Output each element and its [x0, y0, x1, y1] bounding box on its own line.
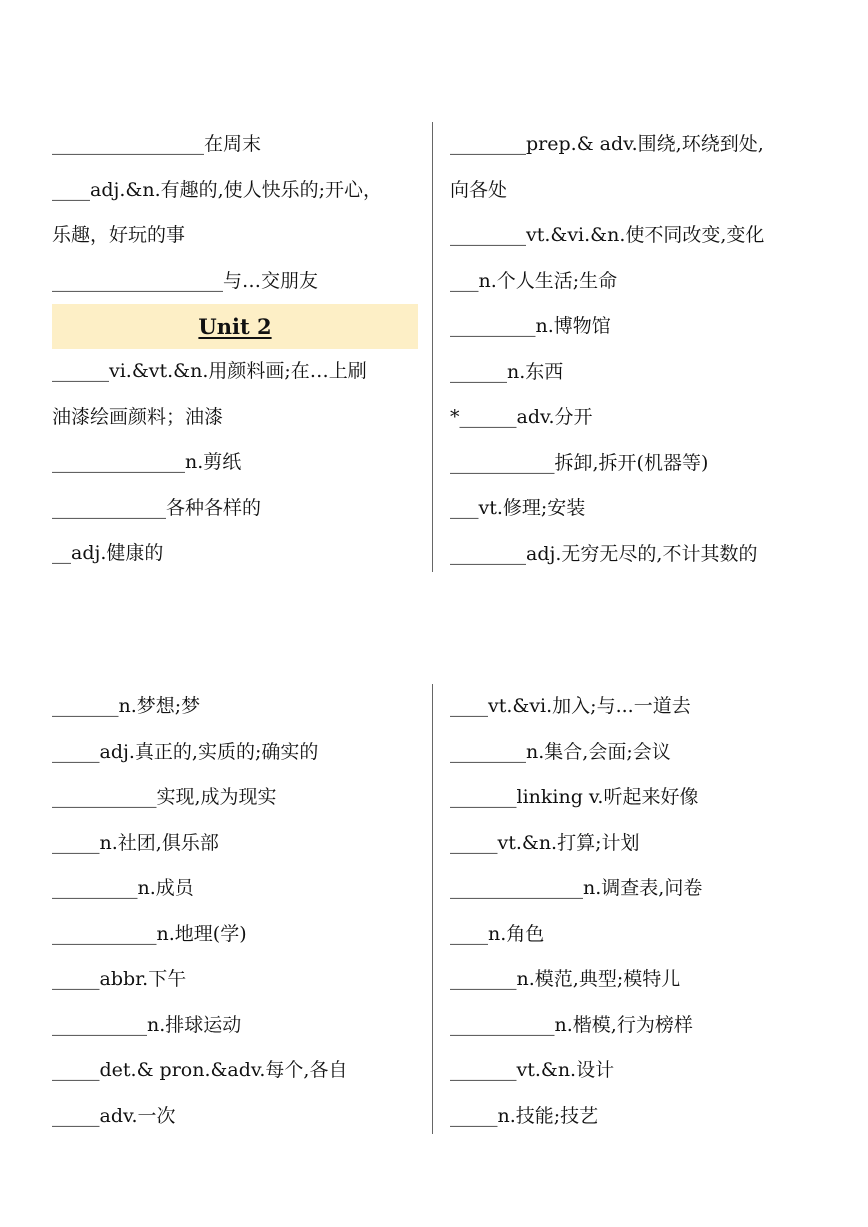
vocab-definition: vt.&n.设计 — [516, 1059, 615, 1081]
answer-blank[interactable]: ___________ — [450, 1013, 555, 1036]
right-column — [450, 684, 830, 1139]
vocab-line — [450, 304, 830, 350]
vocab-section-2 — [0, 684, 868, 1134]
vocab-line — [52, 684, 420, 730]
vocab-line — [450, 122, 830, 168]
vocab-line — [52, 730, 420, 776]
vocab-definition: n.地理(学) — [156, 922, 247, 945]
answer-blank[interactable]: _______ — [52, 695, 119, 717]
vocab-line — [52, 440, 420, 486]
answer-blank[interactable]: ______ — [52, 360, 109, 382]
vocab-line — [450, 350, 830, 396]
vocab-definition: n.集合,会面;会议 — [526, 740, 671, 763]
vocab-line — [450, 957, 830, 1003]
vocab-line — [52, 866, 420, 912]
answer-blank[interactable]: ________ — [450, 740, 526, 763]
vocab-definition: adj.&n.有趣的,使人快乐的;开心， — [90, 178, 383, 201]
vocab-line — [52, 531, 420, 577]
vocab-line — [52, 912, 420, 958]
answer-blank[interactable]: ________ — [450, 224, 526, 246]
vocab-line — [450, 486, 830, 532]
vocab-line — [52, 1094, 420, 1140]
vocab-definition: adj.健康的 — [71, 542, 164, 564]
vocab-definition: 与…交朋友 — [223, 269, 319, 292]
vocab-definition: adv.分开 — [516, 406, 593, 428]
right-column — [450, 122, 830, 577]
left-column — [52, 684, 420, 1139]
vocab-definition: n.博物馆 — [535, 315, 611, 337]
answer-blank[interactable]: _____ — [450, 831, 498, 854]
vocab-line — [52, 349, 420, 395]
vocab-line — [450, 395, 830, 441]
vocab-line — [450, 168, 830, 214]
vocab-line — [52, 1003, 420, 1049]
vocab-line — [52, 213, 420, 259]
vocab-definition: n.个人生活;生命 — [478, 269, 618, 292]
vocab-line — [450, 1094, 830, 1140]
vocab-definition: n.模范,典型;模特儿 — [516, 968, 681, 990]
left-column — [52, 122, 420, 577]
vocab-line — [450, 821, 830, 867]
vocab-line — [52, 395, 420, 441]
vocab-definition: adv.一次 — [99, 1104, 176, 1127]
vocab-line — [52, 775, 420, 821]
vocab-definition: n.社团,俱乐部 — [99, 831, 219, 854]
vocab-line — [52, 486, 420, 532]
answer-blank[interactable]: ___________ — [450, 451, 555, 474]
vocab-definition: adj.真正的,实质的;确实的 — [99, 740, 319, 763]
answer-blank[interactable]: _____ — [52, 1059, 100, 1081]
vocab-definition: 实现,成为现实 — [156, 786, 277, 808]
vocab-line — [450, 730, 830, 776]
vocab-line — [450, 775, 830, 821]
vocab-definition: adj.无穷无尽的,不计其数的 — [526, 542, 758, 565]
answer-blank[interactable]: _________ — [52, 877, 138, 899]
answer-blank[interactable]: ____ — [450, 922, 488, 945]
vocab-definition: n.东西 — [507, 360, 564, 383]
vocab-definition: 在周末 — [204, 133, 262, 155]
answer-blank[interactable]: ______ — [450, 360, 507, 383]
vocab-definition: n.调查表,问卷 — [583, 877, 703, 899]
vocab-definition: vt.&n.打算;计划 — [497, 831, 640, 854]
vocab-definition: abbr.下午 — [99, 968, 187, 990]
vocab-definition: n.剪纸 — [185, 451, 242, 473]
answer-blank[interactable]: ____ — [52, 178, 90, 201]
vocab-definition: 各种各样的 — [166, 496, 262, 519]
vocab-definition: n.成员 — [137, 877, 194, 899]
vocab-definition: vt.&vi.加入;与...一道去 — [488, 695, 691, 717]
vocab-line — [450, 912, 830, 958]
vocab-definition: n.楷模,行为榜样 — [554, 1013, 693, 1036]
answer-blank[interactable]: _____ — [450, 1104, 498, 1127]
vocab-definition: vt.修理;安装 — [478, 497, 586, 519]
answer-blank[interactable]: ________ — [450, 542, 526, 565]
vocab-line — [450, 1003, 830, 1049]
vocab-line — [52, 1048, 420, 1094]
vocab-definition: 油漆绘画颜料；油漆 — [52, 405, 224, 428]
vocab-definition: vi.&vt.&n.用颜料画;在…上刷 — [109, 360, 367, 382]
vocab-line — [52, 122, 420, 168]
vocab-line — [450, 866, 830, 912]
vocab-line — [450, 532, 830, 578]
answer-blank[interactable]: ______________ — [450, 877, 583, 899]
vocab-line — [450, 213, 830, 259]
answer-blank[interactable]: _______ — [450, 786, 517, 808]
answer-blank[interactable]: _______ — [450, 1059, 517, 1081]
vocab-definition: det.& pron.&adv.每个,各自 — [99, 1059, 348, 1081]
vocab-line — [52, 259, 420, 305]
answer-blank[interactable]: _____ — [52, 740, 100, 763]
answer-blank[interactable]: _______ — [450, 968, 517, 990]
answer-blank[interactable]: ___________ — [52, 922, 157, 945]
unit-heading: Unit 2 — [52, 304, 418, 349]
vocab-line — [52, 168, 420, 214]
answer-blank[interactable]: ________________ — [52, 133, 204, 155]
vocab-definition: n.排球运动 — [147, 1013, 242, 1036]
vocab-definition: n.技能;技艺 — [497, 1104, 599, 1127]
vocab-line — [52, 957, 420, 1003]
answer-blank[interactable]: ____ — [450, 695, 488, 717]
vocab-definition: n.角色 — [488, 922, 545, 945]
answer-blank[interactable]: ________ — [450, 133, 526, 155]
answer-blank[interactable]: _____ — [52, 1104, 100, 1127]
answer-blank[interactable]: ___________ — [52, 786, 157, 808]
vocab-line — [450, 1048, 830, 1094]
column-divider — [432, 122, 433, 572]
vocab-definition: linking v.听起来好像 — [516, 786, 699, 808]
answer-blank[interactable]: _____ — [52, 968, 100, 990]
vocab-definition: vt.&vi.&n.使不同改变,变化 — [526, 224, 765, 246]
answer-blank[interactable]: __________ — [52, 1013, 147, 1036]
answer-blank[interactable]: ____________ — [52, 496, 166, 519]
vocab-definition: n.梦想;梦 — [118, 695, 201, 717]
answer-blank[interactable]: ______________ — [52, 451, 185, 473]
answer-blank[interactable]: ___ — [450, 497, 479, 519]
vocab-section-1 — [0, 122, 868, 572]
vocab-line — [52, 821, 420, 867]
answer-blank[interactable]: __________________ — [52, 269, 223, 292]
answer-blank[interactable]: *______ — [450, 406, 517, 428]
vocab-definition: 拆卸,拆开(机器等) — [554, 451, 709, 474]
answer-blank[interactable]: __ — [52, 542, 71, 564]
vocab-line — [450, 684, 830, 730]
answer-blank[interactable]: _________ — [450, 315, 536, 337]
vocab-line — [450, 441, 830, 487]
vocab-definition: prep.& adv.围绕,环绕到处, — [526, 133, 764, 155]
vocab-definition: 向各处 — [450, 178, 508, 201]
answer-blank[interactable]: ___ — [450, 269, 479, 292]
vocab-definition: 乐趣，好玩的事 — [52, 224, 186, 246]
vocab-line — [450, 259, 830, 305]
answer-blank[interactable]: _____ — [52, 831, 100, 854]
column-divider — [432, 684, 433, 1134]
